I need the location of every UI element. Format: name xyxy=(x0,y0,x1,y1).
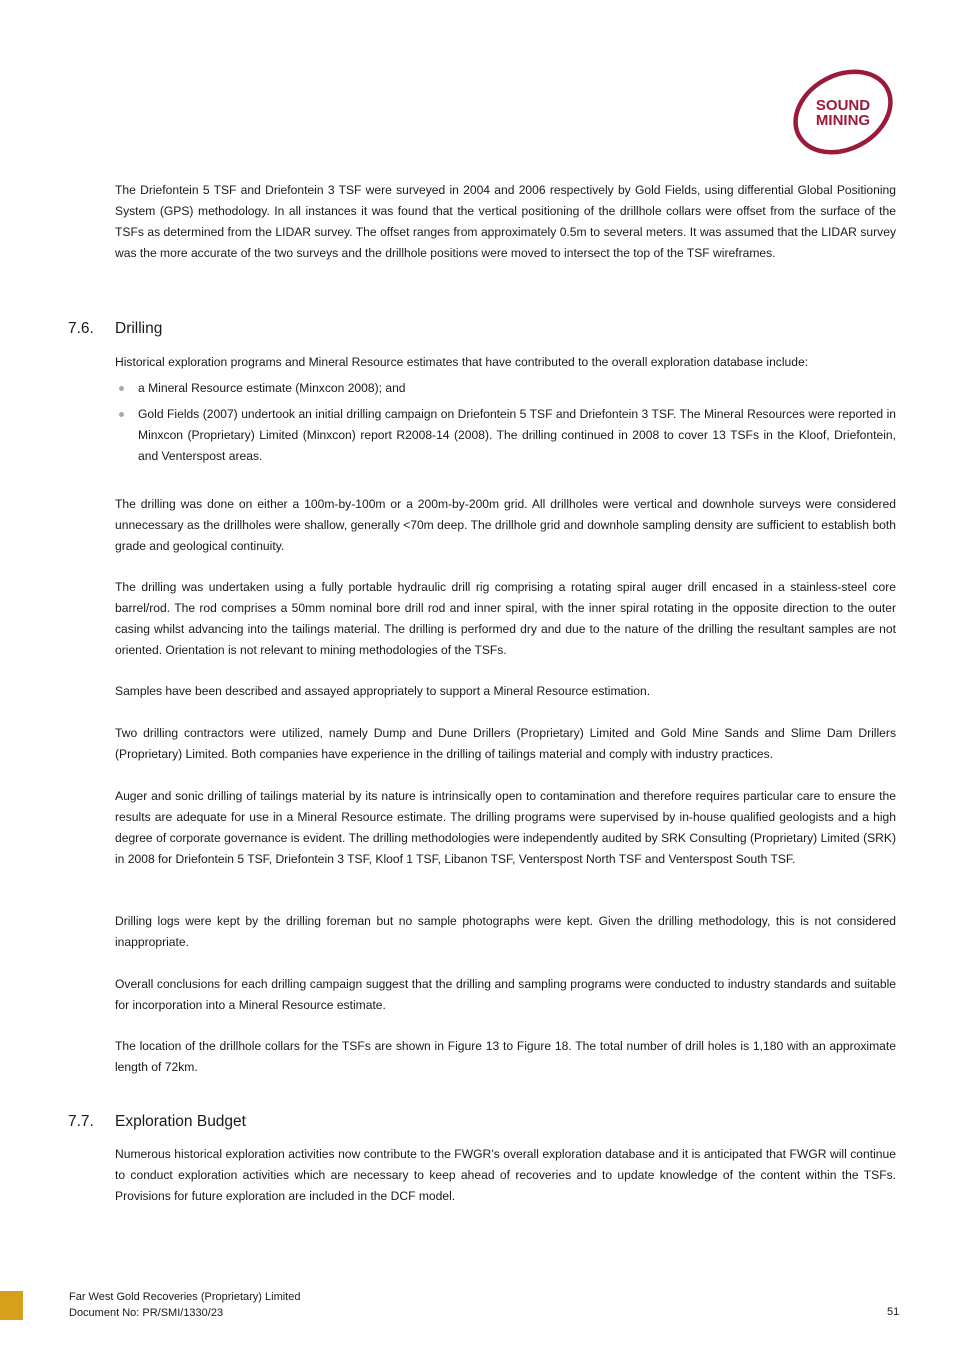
drilling-paragraph: Two drilling contractors were utilized, namely Dump and Dune Drillers (Proprietary) Limited and Gold Mine Sands and Slime Dam Drillers (Proprietary) Limited. Both companies have experience in the drilling of tailings material and comply with industry practices. xyxy=(115,726,896,761)
section-heading-exploration-budget xyxy=(68,1112,246,1132)
page-number: 51 xyxy=(887,1306,900,1318)
footer-company: Far West Gold Recoveries (Proprietary) Limited xyxy=(69,1291,301,1303)
footer-info xyxy=(69,1290,300,1321)
list-item-text: a Mineral Resource estimate (Minxcon 2008); and xyxy=(138,381,406,395)
drilling-paragraph: The drilling was undertaken using a fully portable hydraulic drill rig comprising a rotating spiral auger drill encased in a stainless-steel core barrel/rod. The rod comprises a 50mm nominal bore drill rod and inner spiral, with the inner spiral rotating in the opposite direction to the outer casing whilst advancing into the tailings material. The drilling is performed dry and due to the nature of the drilling the resultant samples are not oriented. Orientation is not relevant to mining methodologies of the TSFs. xyxy=(115,580,896,657)
bullet-icon xyxy=(119,386,124,391)
list-item-text: Gold Fields (2007) undertook an initial drilling campaign on Driefontein 5 TSF and Driefontein 3 TSF. The Mineral Resources were reported in Minxcon (Proprietary) Limited (Minxcon) report R2008-14 (2008). The drilling continued in 2008 to cover 13 TSFs in the Kloof, Driefontein, and Venterspost areas. xyxy=(138,406,896,463)
list-item xyxy=(115,404,896,467)
section-heading-drilling xyxy=(68,319,162,339)
drilling-paragraph: Drilling logs were kept by the drilling foreman but no sample photographs were kept. Given the drilling methodology, this is not considered inappropriate. xyxy=(115,914,896,949)
list-item xyxy=(115,378,896,399)
drilling-paragraph: Auger and sonic drilling of tailings material by its nature is intrinsically open to contamination and therefore requires particular care to ensure the results are adequate for use in a Mineral Resource estimate. The drilling programs were supervised by in-house qualified geologists and a high degree of corporate governance is evident. The drilling methodologies were independently audited by SRK Consulting (Proprietary) Limited (SRK) in 2008 for Driefontein 5 TSF, Driefontein 3 TSF, Kloof 1 TSF, Libanon TSF, Venterspost North TSF and Venterspost South TSF. xyxy=(115,789,896,866)
bullet-icon xyxy=(119,412,124,417)
drilling-paragraph: Samples have been described and assayed appropriately to support a Mineral Resource estimation. xyxy=(115,684,651,698)
logo-line-2: MINING xyxy=(815,112,871,129)
section-number: 7.6. xyxy=(68,320,94,337)
intro-paragraph: The Driefontein 5 TSF and Driefontein 3 TSF were surveyed in 2004 and 2006 respectively by Gold Fields, using differential Global Positioning System (GPS) methodology. In all instances it was found that the vertical positioning of the drillhole collars were offset from the surface of the TSFs as determined from the LIDAR survey. The offset ranges from approximately 0.5m to several meters. It was assumed that the LIDAR survey was the more accurate of the two surveys and the drillhole positions were moved to intersect the top of the TSF wireframes. xyxy=(115,183,896,260)
logo-line-1: SOUND xyxy=(815,97,871,114)
drilling-paragraph: Overall conclusions for each drilling campaign suggest that the drilling and sampling programs were conducted to industry standards and suitable for incorporation into a Mineral Resource estimate. xyxy=(115,977,896,1012)
logo-graphic xyxy=(786,66,900,158)
drilling-paragraph: The location of the drillhole collars for the TSFs are shown in Figure 13 to Figure 18. The total number of drill holes is 1,180 with an approximate length of 72km. xyxy=(115,1039,896,1074)
section-number: 7.7. xyxy=(68,1113,94,1130)
budget-paragraph: Numerous historical exploration activities now contribute to the FWGR’s overall exploration database and it is anticipated that FWGR will continue to conduct exploration activities which are necessary to keep ahead of recoveries and to update knowledge of the content within the TSFs. Provisions for future exploration are included in the DCF model. xyxy=(115,1147,896,1203)
drilling-bullet-list xyxy=(115,378,896,467)
section-title: Drilling xyxy=(115,320,163,337)
footer-document-number: Document No: PR/SMI/1330/23 xyxy=(69,1306,224,1319)
section-title: Exploration Budget xyxy=(115,1113,246,1130)
drilling-intro: Historical exploration programs and Mineral Resource estimates that have contributed to the overall exploration database include: xyxy=(115,355,809,369)
sound-mining-logo xyxy=(786,66,900,158)
footer-color-mark xyxy=(0,1291,23,1320)
drilling-paragraph: The drilling was done on either a 100m-by-100m or a 200m-by-200m grid. All drillholes were vertical and downhole surveys were considered unnecessary as the drillholes were shallow, generally <70m deep. The drillhole grid and downhole sampling density are sufficient to establish both grade and geological continuity. xyxy=(115,497,896,553)
